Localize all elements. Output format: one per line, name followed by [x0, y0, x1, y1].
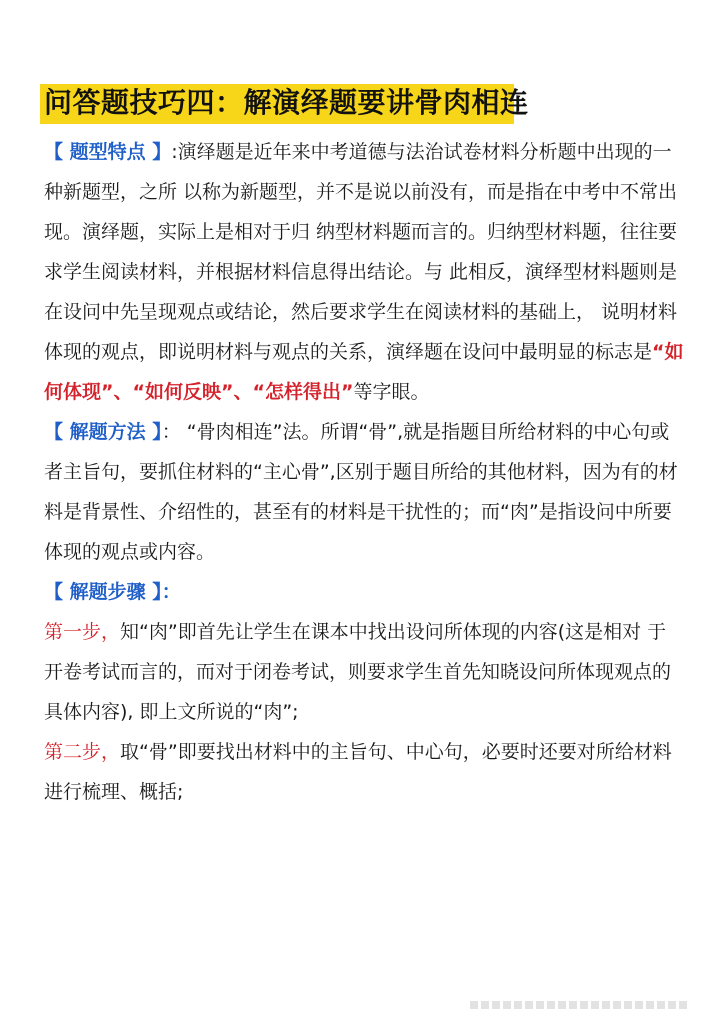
label-solving-method: 【 解题方法 】 — [44, 421, 162, 443]
label-solving-steps: 【 解题步骤 】 — [44, 581, 162, 603]
paragraph-solving-steps-heading — [44, 572, 684, 612]
solving-method-text: ： “骨肉相连”法。所谓“骨”,就是指题目所给材料的中心句或者主旨句，要抓住材料的“主心骨”,区别于题目所给的其他材料，因为有的材料是背景性、介绍性的，甚至有的材料是干扰性的；而“肉”是指设问中所要体现的观点或内容。 — [44, 421, 678, 563]
paragraph-solving-method — [44, 412, 684, 572]
step-one-label: 第一步， — [44, 621, 121, 643]
keyword-highlight: “如何体现”、“如何反映”、“怎样得出” — [44, 341, 684, 403]
label-question-features: 【 题型特点 】 — [44, 141, 172, 163]
step-one-text: 知“肉”即首先让学生在课本中找出设问所体现的内容(这是相对 于开卷考试而言的，而对于闭卷考试，则要求学生首先知晓设问所体现观点的具体内容), 即上文所说的“肉”; — [44, 621, 672, 723]
question-features-text: :演绎题是近年来中考道德与法治试卷材料分析题中出现的一种新题型，之所 以称为新题型，并不是说以前没有，而是指在中考中不常出现。演绎题，实际上是相对于归 纳型材料题而言的。归纳型材料题，往往要求学生阅读材料，并根据材料信息得出结论。与 此相反，演绎型材料题则是在设问中先呈现观点或结论，然后要求学生在阅读材料的基础上， 说明材料体现的观点，即说明材料与观点的关系，演绎题在设问中最明显的标志是 — [44, 141, 678, 363]
question-features-text-end: 等字眼。 — [353, 381, 430, 403]
paragraph-step-one — [44, 612, 684, 732]
title-block — [40, 80, 529, 126]
article-body — [44, 132, 684, 812]
label-solving-steps-colon: ： — [161, 581, 181, 603]
step-two-text: 取“骨”即要找出材料中的主旨句、中心句，必要时还要对所给材料进行梳理、概括; — [44, 741, 672, 803]
paragraph-step-two — [44, 732, 684, 812]
step-two-label: 第二步， — [44, 741, 121, 763]
page-indicator-strip — [470, 994, 692, 1002]
paragraph-question-features — [44, 132, 684, 412]
page-title: 问答题技巧四：解演绎题要讲骨肉相连 — [44, 86, 529, 119]
